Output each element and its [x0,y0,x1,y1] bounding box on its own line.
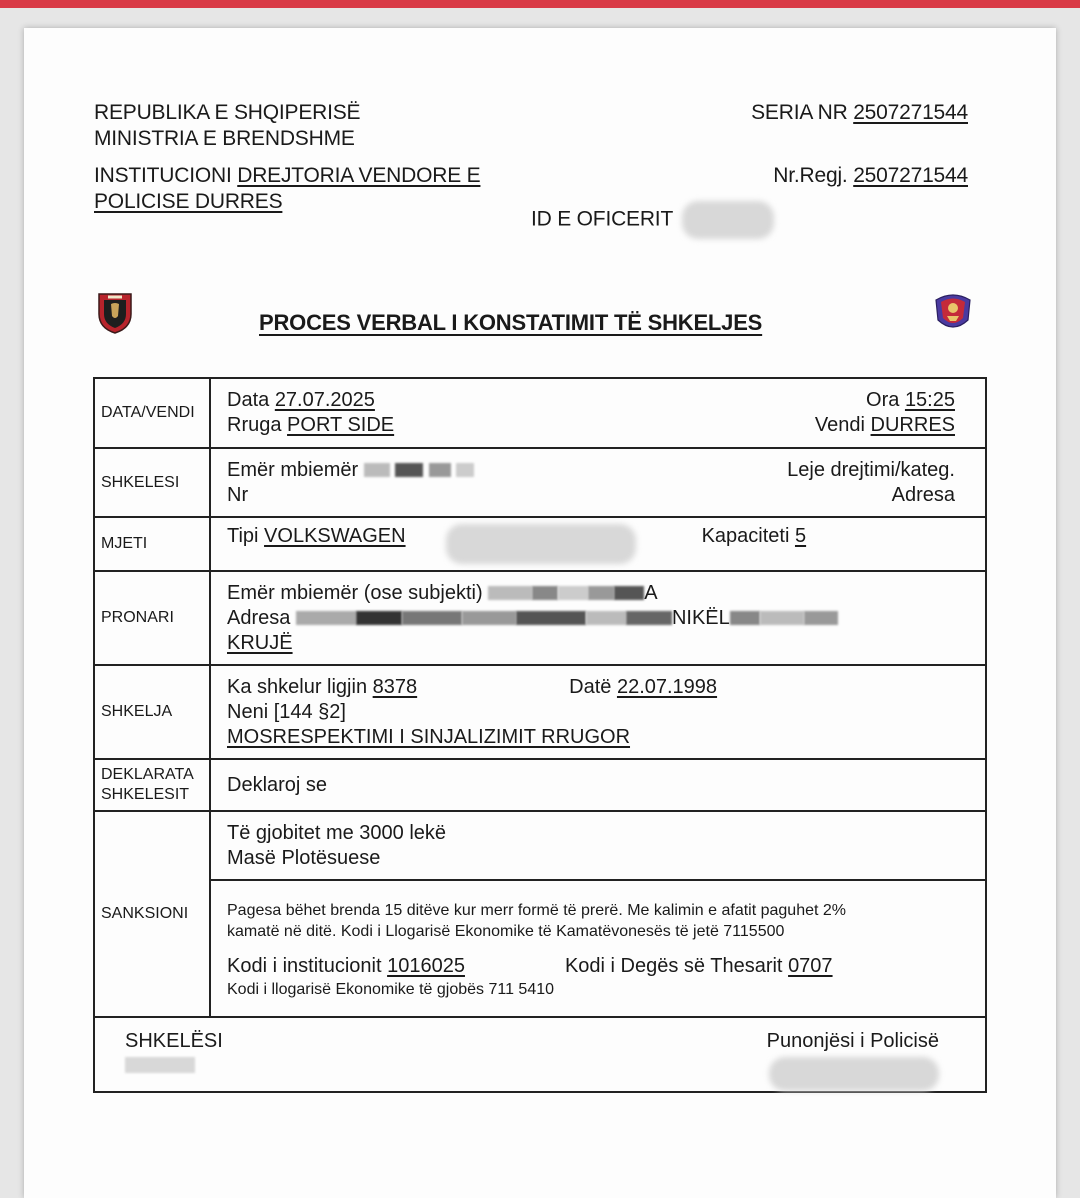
officer-id-label: ID E OFICERIT [531,207,673,231]
offender-name-label: Emër mbiemër [227,458,359,481]
data-label: Data [227,389,270,411]
fine-account-code: Kodi i llogarisë Ekonomike të gjobës 711 5410 [227,980,555,998]
content-sanksioni-payment [210,880,986,1017]
row-signatures [94,1017,986,1092]
institution-label: INSTITUCIONI [94,164,232,187]
institution-name-1: DREJTORIA VENDORE E [237,164,481,187]
law-label: Ka shkelur ligjin [227,675,368,698]
content-shkelja [210,665,986,759]
redaction-blur [682,201,774,239]
label-deklarata-line2: SHKELESIT [101,786,190,803]
rruga-value: PORT SIDE [287,414,395,436]
document-title: PROCES VERBAL I KONSTATIMIT TË SHKELJES [259,310,763,335]
redaction-blur [614,586,644,600]
owner-name-label: Emër mbiemër (ose subjekti) [227,581,483,604]
header-left [94,100,360,152]
vendi-value: DURRES [870,414,955,436]
redaction-blur [296,611,356,625]
redaction-blur [804,611,838,625]
owner-city: KRUJË [227,631,293,654]
row-sanksioni-top [94,811,986,880]
violation-description: MOSRESPEKTIMI I SINJALIZIMIT RRUGOR [227,725,631,748]
label-shkelesi: SHKELESI [94,448,210,517]
row-sanksioni-bottom [94,880,986,1017]
kapaciteti-value: 5 [794,525,807,547]
redaction-blur [626,611,672,625]
seria-field [751,100,968,126]
content-pronari [210,571,986,665]
seria-value: 2507271544 [853,101,968,124]
treasury-code-label: Kodi i Degës së Thesarit [564,954,783,977]
row-shkelja [94,665,986,759]
officer-id-field [531,201,774,239]
content-data-vendi [210,378,986,448]
institution-code-value: 1016025 [387,954,465,977]
additional-measure: Masë Plotësuese [227,846,381,869]
police-badge-left-icon [96,290,134,334]
content-mjeti [210,517,986,571]
nr-label: Nr [227,483,249,506]
republic-line: REPUBLIKA E SHQIPERISË [94,101,361,124]
redaction-blur [516,611,586,625]
police-badge-right-icon [934,290,972,334]
label-deklarata-line1: DEKLARATA [101,766,194,783]
law-date-label: Datë [569,675,612,698]
payment-note: Pagesa bëhet brenda 15 ditëve kur merr formë të prerë. Me kalimin e afatit paguhet 2% kamatë në ditë. Kodi i Llogarisë Ekonomike të Kamatëvonesës të jetë 7115500 [227,901,847,940]
redaction-blur [456,463,474,477]
redaction-blur [402,611,462,625]
redaction-blur [395,463,423,477]
law-date-value: 22.07.1998 [616,675,718,698]
nrregj-field [773,163,968,189]
nrregj-value: 2507271544 [853,164,968,187]
redaction-blur [462,611,516,625]
redaction-blur [429,463,451,477]
owner-name-visible: A [644,581,658,604]
redaction-blur [125,1057,195,1073]
row-mjeti [94,517,986,571]
kapaciteti-label: Kapaciteti [701,525,790,547]
content-sanksioni-fine [210,811,986,880]
ora-value: 15:25 [904,389,955,411]
institution-code-label: Kodi i institucionit [227,954,382,977]
redaction-blur [558,586,588,600]
vendi-label: Vendi [814,414,865,436]
data-value: 27.07.2025 [274,389,375,411]
redaction-blur [588,586,614,600]
redaction-blur [364,463,390,477]
redaction-blur [356,611,402,625]
nrregj-label: Nr.Regj. [773,164,848,187]
document-page [24,28,1056,1198]
redaction-blur [769,1057,939,1091]
redaction-blur [730,611,760,625]
row-shkelesi [94,448,986,517]
rruga-label: Rruga [227,414,282,436]
label-deklarata [94,759,210,811]
label-shkelja: SHKELJA [94,665,210,759]
treasury-code-value: 0707 [788,954,833,977]
seria-label: SERIA NR [751,101,848,124]
redaction-blur [760,611,804,625]
redaction-blur [532,586,558,600]
owner-address-label: Adresa [227,606,291,629]
row-deklarata [94,759,986,811]
tipi-value: VOLKSWAGEN [264,525,406,547]
law-value: 8378 [372,675,418,698]
license-label: Leje drejtimi/kateg. [787,458,955,481]
label-pronari: PRONARI [94,571,210,665]
plate-redaction-blur [446,524,636,564]
offender-signature-label: SHKELËSI [125,1030,223,1052]
redaction-blur [488,586,532,600]
row-pronari [94,571,986,665]
signatures-cell [94,1017,986,1092]
violation-form-table [93,377,987,1093]
content-shkelesi [210,448,986,517]
officer-signature-label: Punonjësi i Policisë [766,1030,939,1052]
ministry-line: MINISTRIA E BRENDSHME [94,127,355,150]
offender-address-label: Adresa [891,483,955,506]
row-data-vendi [94,378,986,448]
article: Neni [144 §2] [227,700,346,723]
redaction-blur [586,611,626,625]
ora-label: Ora [866,389,900,411]
declaration-text: Deklaroj se [210,759,986,811]
owner-address-visible: NIKËL [671,606,730,629]
top-accent-bar [0,0,1080,8]
fine-text: Të gjobitet me 3000 lekë [227,821,447,844]
tipi-label: Tipi [227,525,259,547]
label-sanksioni: SANKSIONI [94,811,210,1017]
institution-name-2: POLICISE DURRES [94,190,283,213]
label-mjeti: MJETI [94,517,210,571]
label-data-vendi: DATA/VENDI [94,378,210,448]
institution-block [94,163,480,215]
